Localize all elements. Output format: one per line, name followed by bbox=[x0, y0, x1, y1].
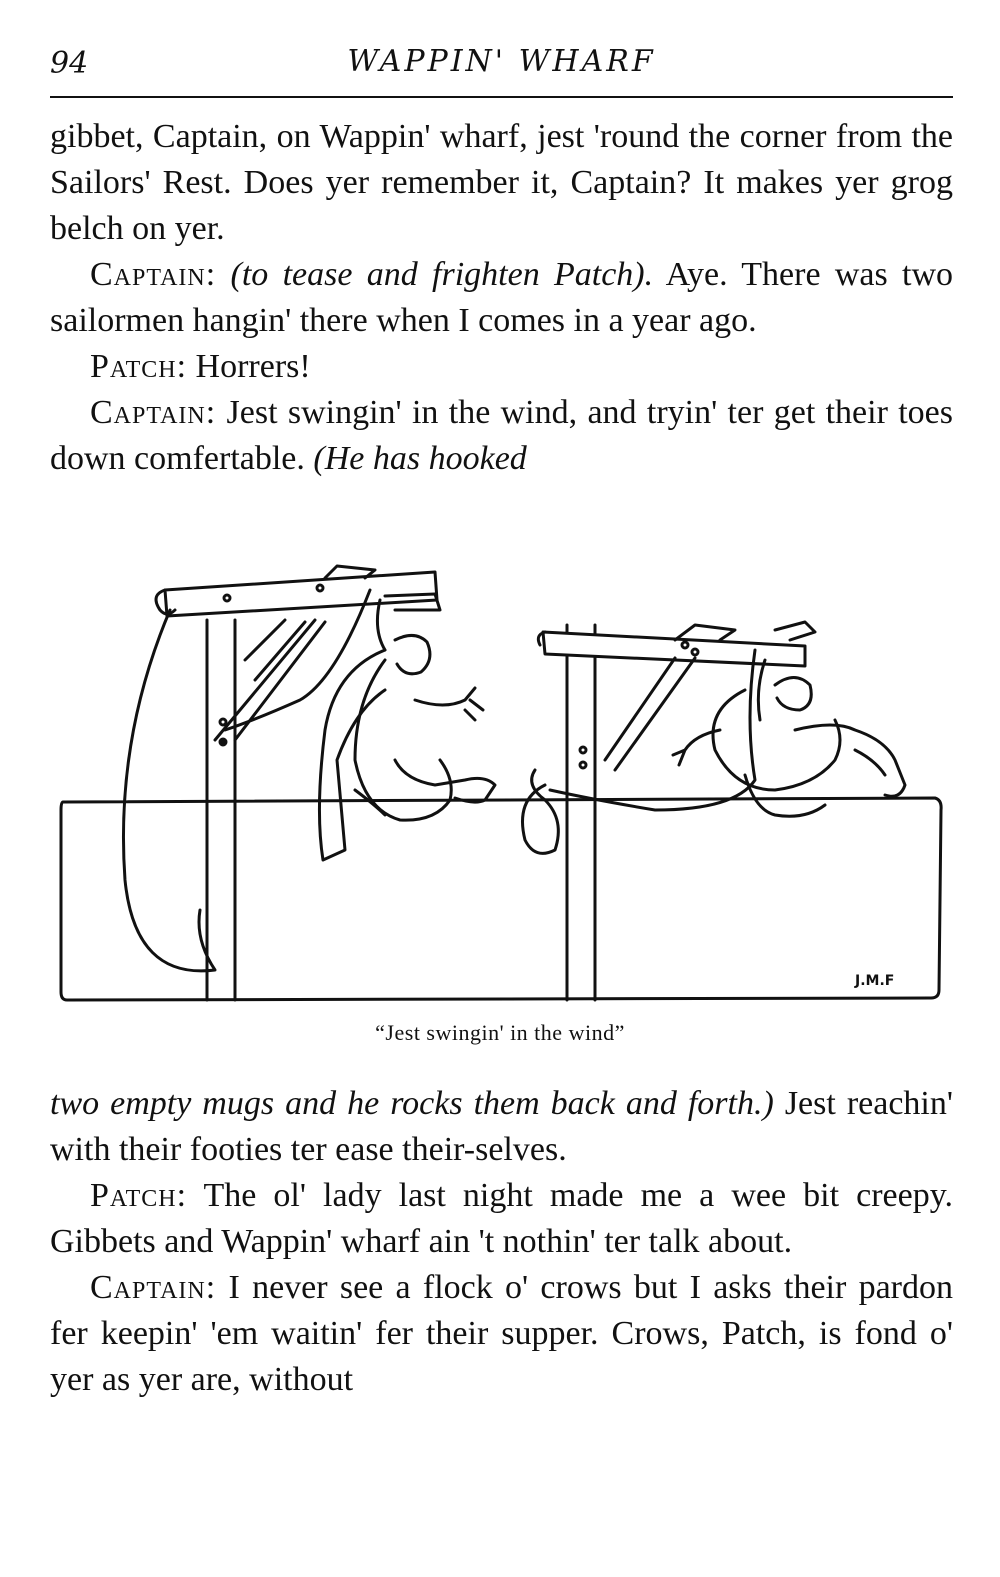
dialogue-paragraph bbox=[50, 390, 953, 482]
dialogue-text: Horrers! bbox=[195, 348, 311, 385]
text-block-bottom bbox=[50, 1081, 953, 1403]
dialogue-paragraph bbox=[50, 344, 953, 390]
artist-monogram: J.M.F bbox=[855, 973, 895, 989]
stage-direction: (to tease and frighten Patch). bbox=[230, 256, 654, 293]
dialogue-paragraph bbox=[50, 1081, 953, 1173]
dialogue-text: Jest swingin' in the wind, and tryin' ter get their toes down comfertable. bbox=[50, 394, 953, 477]
speaker-name: Captain: bbox=[90, 394, 217, 431]
dialogue-paragraph bbox=[50, 252, 953, 344]
dialogue-text: Aye. There was two sailormen hangin' there when I comes in a year ago. bbox=[50, 256, 954, 339]
dialogue-paragraph bbox=[50, 1265, 953, 1403]
paragraph bbox=[50, 114, 953, 252]
speaker-name: Patch: bbox=[90, 1177, 188, 1214]
dialogue-text: The ol' lady last night made me a wee bit creepy. Gibbets and Wappin' wharf ain 't nothin' ter talk about. bbox=[50, 1177, 953, 1260]
dialogue-text: I never see a flock o' crows but I asks their pardon fer keepin' 'em waitin' fer their supper. Crows, Patch, is fond o' yer as yer are, without bbox=[50, 1269, 954, 1398]
dialogue-text: Jest reachin' with their footies ter ease their-selves. bbox=[50, 1085, 953, 1168]
page-header bbox=[50, 40, 953, 98]
gibbet-drawing bbox=[55, 560, 950, 1015]
illustration-gibbets bbox=[55, 560, 950, 1015]
dialogue-paragraph bbox=[50, 1173, 953, 1265]
speaker-name: Patch: bbox=[90, 348, 188, 385]
figure-caption: “Jest swingin' in the wind” bbox=[375, 1020, 625, 1045]
stage-direction: two empty mugs and he rocks them back and forth.) bbox=[50, 1085, 774, 1122]
running-title: WAPPIN' WHARF bbox=[347, 44, 656, 79]
text-block-top bbox=[50, 114, 953, 482]
page-number: 94 bbox=[50, 46, 89, 81]
stage-direction: (He has hooked bbox=[313, 440, 527, 477]
speaker-name: Captain: bbox=[90, 1269, 217, 1306]
speaker-name: Captain: bbox=[90, 256, 217, 293]
paragraph-text: gibbet, Captain, on Wappin' wharf, jest 'round the corner from the Sailors' Rest. Does yer remember it, Captain? It makes yer grog belch on yer. bbox=[50, 118, 953, 247]
